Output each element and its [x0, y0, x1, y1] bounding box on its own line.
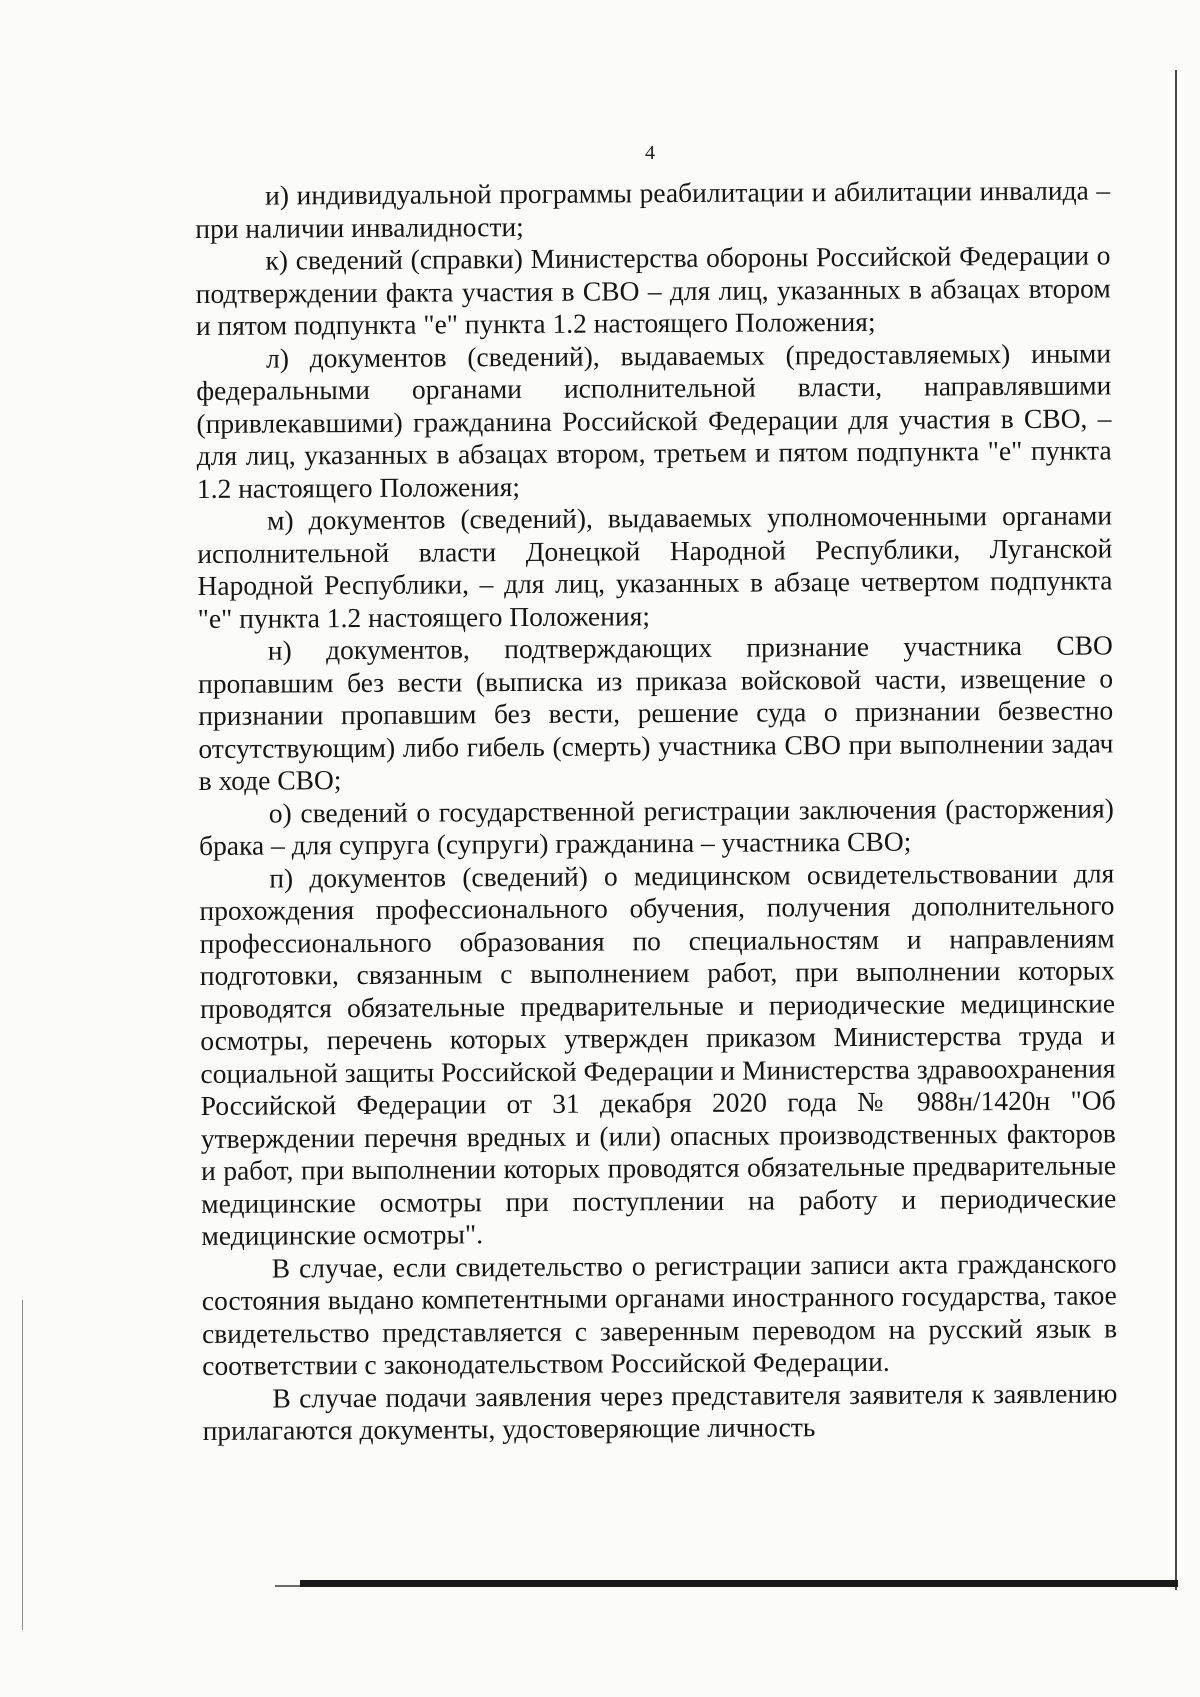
- scan-bottom-bar: [300, 1580, 1178, 1587]
- paragraph-m: м) документов (сведений), выдаваемых уполномоченными органами исполнительной власти Донецкой Народной Республики, Луганской Народной Республики, – для лиц, указанных в абзаце четвертом подпункта "е" пункта 1.2 настоящего Положения;: [197, 499, 1113, 634]
- paragraph-i: и) индивидуальной программы реабилитации и абилитации инвалида – при наличии инвалидности;: [195, 174, 1111, 244]
- paragraph-foreign-certificate: В случае, если свидетельство о регистрации записи акта гражданского состояния выдано компетентными органами иностранного государства, такое свидетельство представляется с заверенным переводом на русский язык в соответствии с законодательством Российской Федерации.: [201, 1246, 1118, 1381]
- paragraph-o: о) сведений о государственной регистрации заключения (расторжения) брака – для супруга (супруги) гражданина – участника СВО;: [198, 791, 1114, 861]
- paragraph-n: н) документов, подтверждающих признание участника СВО пропавшим без вести (выписка из приказа войсковой части, извещение о признании пропавшим без вести, решение суда о признании безвестно отсутствующим) либо гибель (смерть) участника СВО при выполнении задач в ходе СВО;: [197, 629, 1114, 796]
- paragraph-l: л) документов (сведений), выдаваемых (предоставляемых) иными федеральными органами исполнительной власти, направлявшими (привлекавшими) гражданина Российской Федерации для участия в СВО, – для лиц, указанных в абзацах втором, третьем и пятом подпункта "е" пункта 1.2 настоящего Положения;: [196, 336, 1112, 504]
- paragraph-representative: В случае подачи заявления через представителя заявителя к заявлению прилагаются документы, удостоверяющие личность: [202, 1376, 1118, 1446]
- document-body: [195, 174, 1118, 1447]
- scan-edge-left: [22, 1300, 23, 1630]
- page-number: 4: [645, 142, 655, 164]
- scan-edge-right: [1175, 70, 1177, 1590]
- paragraph-p: п) документов (сведений) о медицинском освидетельствовании для прохождения профессионального обучения, получения дополнительного профессионального образования по специальностям и направлениям подготовки, связанным с выполнением работ, при выполнении которых проводятся обязательные предварительные и периодические медицинские осмотры, перечень которых утвержден приказом Министерства труда и социальной защиты Российской Федерации и Министерства здравоохранения Российской Федерации от 31 декабря 2020 года № 988н/1420н "Об утверждении перечня вредных и (или) опасных производственных факторов и работ, при выполнении которых проводятся обязательные предварительные медицинские осмотры при поступлении на работу и периодические медицинские осмотры".: [199, 856, 1117, 1251]
- paragraph-k: к) сведений (справки) Министерства обороны Российской Федерации о подтверждении факта участия в СВО – для лиц, указанных в абзацах втором и пятом подпункта "е" пункта 1.2 настоящего Положения;: [195, 239, 1111, 341]
